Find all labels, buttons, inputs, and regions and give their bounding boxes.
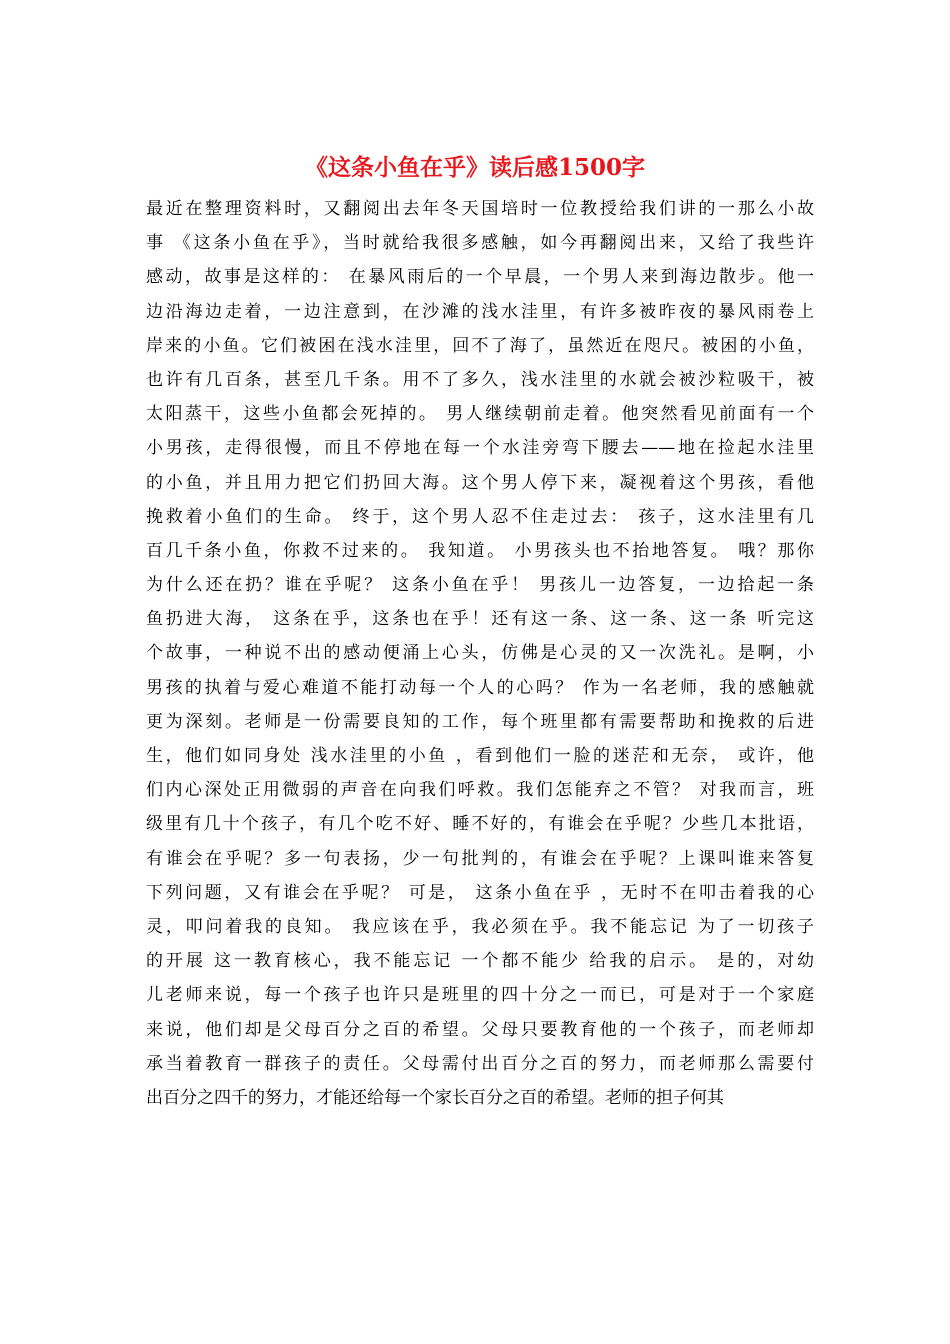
body-line: 灵，叩问着我的良知。 我应该在乎，我必须在乎。我不能忘记 为了一切孩子 [146,916,814,937]
body-line: 们内心深处正用微弱的声音在向我们呼救。我们怎能弃之不管？ 对我而言，班 [146,780,814,801]
body-line: 也许有几百条，甚至几千条。用不了多久，浅水洼里的水就会被沙粒吸干，被 [146,369,814,390]
body-line: 下列问题，又有谁会在乎呢？ 可是， 这条小鱼在乎 ，无时不在叩击着我的心 [146,882,814,903]
body-line: 百几千条小鱼，你救不过来的。 我知道。 小男孩头也不抬地答复。 哦？那你 [146,540,814,561]
body-line: 小男孩，走得很慢，而且不停地在每一个水洼旁弯下腰去——地在捡起水洼里 [146,438,814,459]
body-line: 最近在整理资料时，又翻阅出去年冬天国培时一位教授给我们讲的一那么小故 [146,199,814,219]
body-line: 岸来的小鱼。它们被困在浅水洼里，回不了海了，虽然近在咫尺。被困的小鱼， [146,335,814,356]
body-line: 为什么还在扔？谁在乎呢？ 这条小鱼在乎！ 男孩儿一边答复，一边拾起一条 [146,575,814,596]
body-line: 更为深刻。老师是一份需要良知的工作，每个班里都有需要帮助和挽救的后进 [146,711,814,732]
body-line: 事 《这条小鱼在乎》，当时就给我很多感触，如今再翻阅出来，又给了我些许 [146,233,814,254]
body-line: 挽救着小鱼们的生命。 终于，这个男人忍不住走过去： 孩子，这水洼里有几 [146,506,814,527]
body-line: 边沿海边走着，一边注意到，在沙滩的浅水洼里，有许多被昨夜的暴风雨卷上 [146,301,814,322]
body-line: 男孩的执着与爱心难道不能打动每一个人的心吗？ 作为一名老师，我的感触就 [146,677,814,698]
body-line: 承当着教育一群孩子的责任。父母需付出百分之百的努力，而老师那么需要付 [146,1053,814,1074]
body-line: 个故事，一种说不出的感动便涌上心头，仿佛是心灵的又一次洗礼。是啊，小 [146,643,814,664]
body-line: 鱼扔进大海， 这条在乎，这条也在乎！还有这一条、这一条、这一条 听完这 [146,609,814,630]
body-line: 的小鱼，并且用力把它们扔回大海。这个男人停下来，凝视着这个男孩，看他 [146,472,814,493]
body-line: 的开展 这一教育核心，我不能忘记 一个都不能少 给我的启示。 是的，对幼 [146,951,814,972]
body-line: 有谁会在乎呢？多一句表扬，少一句批判的，有谁会在乎呢？上课叫谁来答复 [146,848,814,869]
body-line: 生，他们如同身处 浅水洼里的小鱼 ，看到他们一脸的迷茫和无奈， 或许，他 [146,746,814,766]
body-line: 出百分之四千的努力，才能还给每一个家长百分之百的希望。老师的担子何其 [146,1087,724,1108]
body-line: 感动，故事是这样的： 在暴风雨后的一个早晨，一个男人来到海边散步。他一 [146,267,814,288]
document-body [146,192,814,1115]
body-line: 来说，他们却是父母百分之百的希望。父母只要教育他的一个孩子，而老师却 [146,1019,814,1040]
document-title: 《这条小鱼在乎》读后感1500字 [304,154,645,181]
body-line: 太阳蒸干，这些小鱼都会死掉的。 男人继续朝前走着。他突然看见前面有一个 [146,404,814,425]
body-line: 儿老师来说，每一个孩子也许只是班里的四十分之一而已，可是对于一个家庭 [146,985,814,1006]
body-line: 级里有几十个孩子，有几个吃不好、睡不好的，有谁会在乎呢？少些几本批语， [146,814,814,835]
